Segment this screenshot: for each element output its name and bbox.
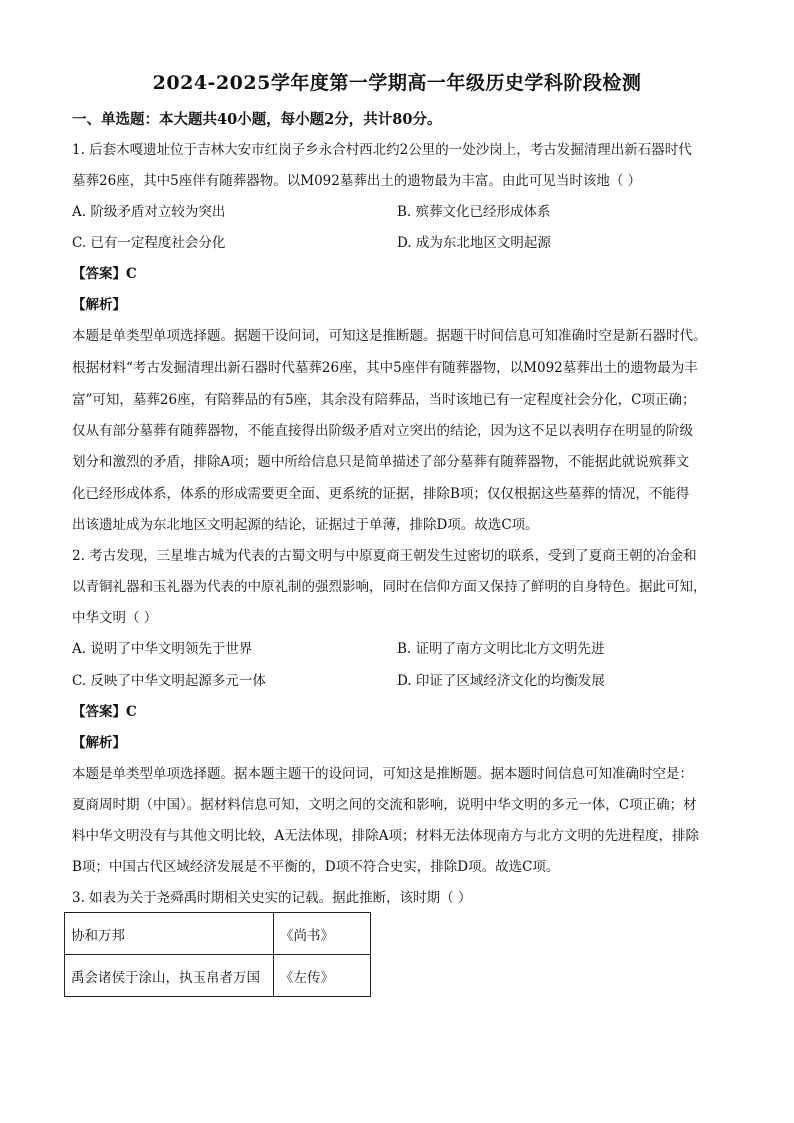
table-row xyxy=(65,955,371,997)
table-cell-record: 协和万邦 xyxy=(65,913,274,955)
q2-option-a: A. 说明了中华文明领先于世界 xyxy=(72,641,253,657)
q1-analysis-line: 化已经形成体系，体系的形成需要更全面、更系统的证据，排除B项；仅仅根据这些墓葬的情况，不能得 xyxy=(72,486,690,502)
q1-option-b: B. 殡葬文化已经形成体系 xyxy=(397,204,551,220)
q2-stem-line: 2. 考古发现，三星堆古城为代表的古蜀文明与中原夏商王朝发生过密切的联系，受到了夏商王朝的冶金和 xyxy=(72,548,697,564)
q2-option-b: B. 证明了南方文明比北方文明先进 xyxy=(397,641,605,657)
q1-analysis-line: 划分和激烈的矛盾，排除A项；题中所给信息只是简单描述了部分墓葬有随葬器物，不能据此就说殡葬文 xyxy=(72,454,690,470)
q2-stem-line: 中华文明（ ） xyxy=(72,610,158,626)
q2-stem-line: 以青铜礼器和玉礼器为代表的中原礼制的强烈影响，同时在信仰方面又保持了鲜明的自身特色。据此可知， xyxy=(72,579,707,595)
q1-analysis-line: 富”可知，墓葬26座，有陪葬品的有5座，其余没有陪葬品，当时该地已有一定程度社会分化，C项正确； xyxy=(72,392,696,408)
q1-analysis-line: 出该遗址成为东北地区文明起源的结论，证据过于单薄，排除D项。故选C项。 xyxy=(72,517,539,533)
q1-analysis-label: 【解析】 xyxy=(72,297,126,313)
q2-analysis-line: 料中华文明没有与其他文明比较，A无法体现，排除A项；材料无法体现南方与北方文明的先进程度，排除 xyxy=(72,828,699,844)
q2-analysis-line: B项；中国古代区域经济发展是不平衡的，D项不符合史实，排除D项。故选C项。 xyxy=(72,859,560,875)
table-cell-source: 《左传》 xyxy=(274,955,371,997)
q1-option-d: D. 成为东北地区文明起源 xyxy=(397,235,551,251)
q2-option-d: D. 印证了区域经济文化的均衡发展 xyxy=(397,673,605,689)
q2-analysis-label: 【解析】 xyxy=(72,735,126,751)
q1-analysis-line: 根据材料“考古发掘清理出新石器时代墓葬26座，其中5座伴有随葬器物，以M092墓葬出土的遗物最为丰 xyxy=(72,360,698,376)
table-row xyxy=(65,913,371,955)
q2-analysis-line: 夏商周时期（中国）。据材料信息可知，文明之间的交流和影响，说明中华文明的多元一体，C项正确；材 xyxy=(72,797,697,813)
table-cell-source: 《尚书》 xyxy=(274,913,371,955)
q1-option-a: A. 阶级矛盾对立较为突出 xyxy=(72,204,226,220)
q2-option-c: C. 反映了中华文明起源多元一体 xyxy=(72,673,266,689)
q1-stem-line: 墓葬26座，其中5座伴有随葬器物。以M092墓葬出土的遗物最为丰富。由此可见当时该地（ ） xyxy=(72,173,642,189)
page-title: 2024-2025学年度第一学期高一年级历史学科阶段检测 xyxy=(152,72,642,94)
q1-analysis-line: 本题是单类型单项选择题。据题干设问词，可知这是推断题。据题干时间信息可知准确时空是新石器时代。 xyxy=(72,328,707,344)
q1-analysis-line: 仅从有部分墓葬有随葬器物，不能直接得出阶级矛盾对立突出的结论，因为这不足以表明存在明显的阶级 xyxy=(72,423,693,439)
q3-stem: 3. 如表为关于尧舜禹时期相关史实的记载。据此推断，该时期（ ） xyxy=(72,890,472,906)
table-cell-record: 禹会诸侯于涂山，执玉帛者万国 xyxy=(65,955,274,997)
q2-analysis-line: 本题是单类型单项选择题。据本题主题干的设问词，可知这是推断题。据本题时间信息可知准确时空是： xyxy=(72,766,693,782)
section-heading: 一、单选题：本大题共40小题，每小题2分，共计80分。 xyxy=(72,111,442,128)
q2-answer: 【答案】C xyxy=(72,704,137,720)
q1-answer: 【答案】C xyxy=(72,266,137,282)
q3-source-table xyxy=(64,912,371,997)
q1-option-c: C. 已有一定程度社会分化 xyxy=(72,235,226,251)
q1-stem-line: 1. 后套木嘎遗址位于吉林大安市红岗子乡永合村西北约2公里的一处沙岗上，考古发掘清理出新石器时代 xyxy=(72,142,692,158)
